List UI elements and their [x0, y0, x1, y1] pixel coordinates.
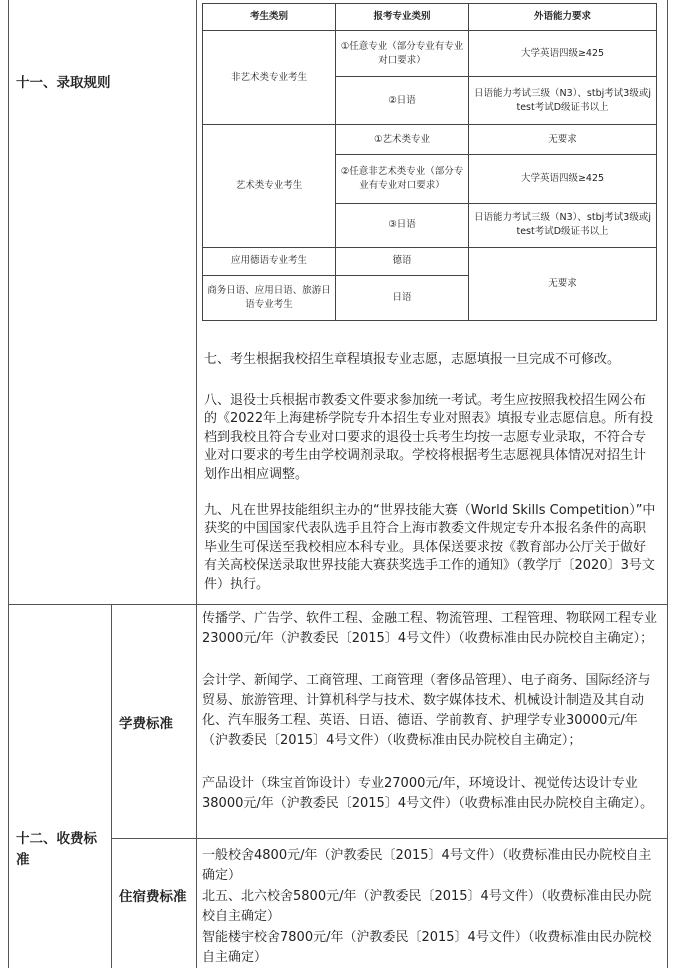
- paragraph-eight: 八、退役士兵根据市教委文件要求参加统一考试。考生应按照我校招生网公布的《2022年上海建桥学院专升本招生专业对照表》填报专业志愿信息。所有投档到我校且符合专业对口要求的退役士兵考生均按一志愿专业录取，不符合专业对口要求的考生由学校调剂录取。学校将根据考生志愿视具体情况对招生计划作出相应调整。: [204, 393, 654, 482]
- table-header-language: 外语能力要求: [469, 4, 657, 31]
- col-divider-sub: [111, 604, 112, 968]
- col-divider-main: [196, 0, 197, 968]
- category-art: 艺术类专业考生: [203, 125, 336, 247]
- row-divider-section12: [8, 604, 668, 605]
- row-divider-lodging: [111, 838, 668, 839]
- table-cell-requirement: 大学英语四级≥425: [469, 155, 657, 203]
- section-11-label: 十一、录取规则: [16, 75, 111, 91]
- table-cell-major: ①任意专业（部分专业有专业对口要求）: [336, 31, 469, 77]
- admission-requirements-table: [202, 3, 657, 321]
- table-cell-major: ②任意非艺术类专业（部分专业有专业对口要求）: [336, 155, 469, 203]
- lodging-label: 住宿费标准: [119, 889, 187, 905]
- table-header-major: 报考专业类别: [336, 4, 469, 31]
- tuition-paragraph: 传播学、广告学、软件工程、金融工程、物流管理、工程管理、物联网工程专业23000元/年（沪教委民〔2015〕4号文件）（收费标准由民办院校自主确定）；: [202, 611, 658, 646]
- lodging-paragraph: 智能楼宇校舍7800元/年（沪教委民〔2015〕4号文件）（收费标准由民办院校自主确定）: [202, 930, 652, 965]
- table-cell-requirement: 大学英语四级≥425: [469, 31, 657, 77]
- table-cell-major: 德语: [336, 247, 469, 275]
- table-cell-requirement: 无要求: [469, 125, 657, 155]
- table-cell-requirement: 无要求: [469, 247, 657, 320]
- table-cell-requirement: 日语能力考试三级（N3）、stbj考试3级或j test考试D级证书以上: [469, 77, 657, 125]
- tuition-paragraph: 会计学、新闻学、工商管理、工商管理（奢侈品管理）、电子商务、国际经济与贸易、旅游管理、计算机科学与技术、数字媒体技术、机械设计制造及其自动化、汽车服务工程、英语、日语、德语、学前教育、护理学专业30000元/年（沪教委民〔2015〕4号文件）（收费标准由民办院校自主确定）；: [202, 673, 651, 748]
- table-cell-requirement: 日语能力考试三级（N3）、stbj考试3级或j test考试D级证书以上: [469, 203, 657, 247]
- tuition-paragraph: 产品设计（珠宝首饰设计）专业27000元/年，环境设计、视觉传达设计专业38000元/年（沪教委民〔2015〕4号文件）（收费标准由民办院校自主确定）。: [202, 776, 654, 811]
- section-12-label: 十二、收费标准: [16, 831, 97, 868]
- category-non-art: 非艺术类专业考生: [203, 31, 336, 125]
- lodging-paragraph: 一般校舍4800元/年（沪教委民〔2015〕4号文件）（收费标准由民办院校自主确定）: [202, 848, 652, 883]
- paragraph-seven: 七、考生根据我校招生章程填报专业志愿，志愿填报一旦完成不可修改。: [204, 352, 621, 367]
- table-cell-major: ②日语: [336, 77, 469, 125]
- table-cell-major: ①艺术类专业: [336, 125, 469, 155]
- table-cell-major: 日语: [336, 275, 469, 320]
- lodging-paragraph: 北五、北六校舍5800元/年（沪教委民〔2015〕4号文件）（收费标准由民办院校自主确定）: [202, 889, 652, 924]
- table-cell-major: ③日语: [336, 203, 469, 247]
- tuition-label: 学费标准: [119, 716, 173, 732]
- table-header-category: 考生类别: [203, 4, 336, 31]
- paragraph-nine: 九、凡在世界技能组织主办的“世界技能大赛（World Skills Competition）”中获奖的中国国家代表队选手且符合上海市教委文件规定专升本报名条件的高职毕业生可保送至我校相应本科专业。具体保送要求按《教育部办公厅关于做好有关高校保送录取世界技能大赛获奖选手工作的通知》（教学厅〔2020〕3号文件）执行。: [204, 503, 656, 592]
- category-japanese: 商务日语、应用日语、旅游日语专业考生: [203, 275, 336, 320]
- category-german: 应用德语专业考生: [203, 247, 336, 275]
